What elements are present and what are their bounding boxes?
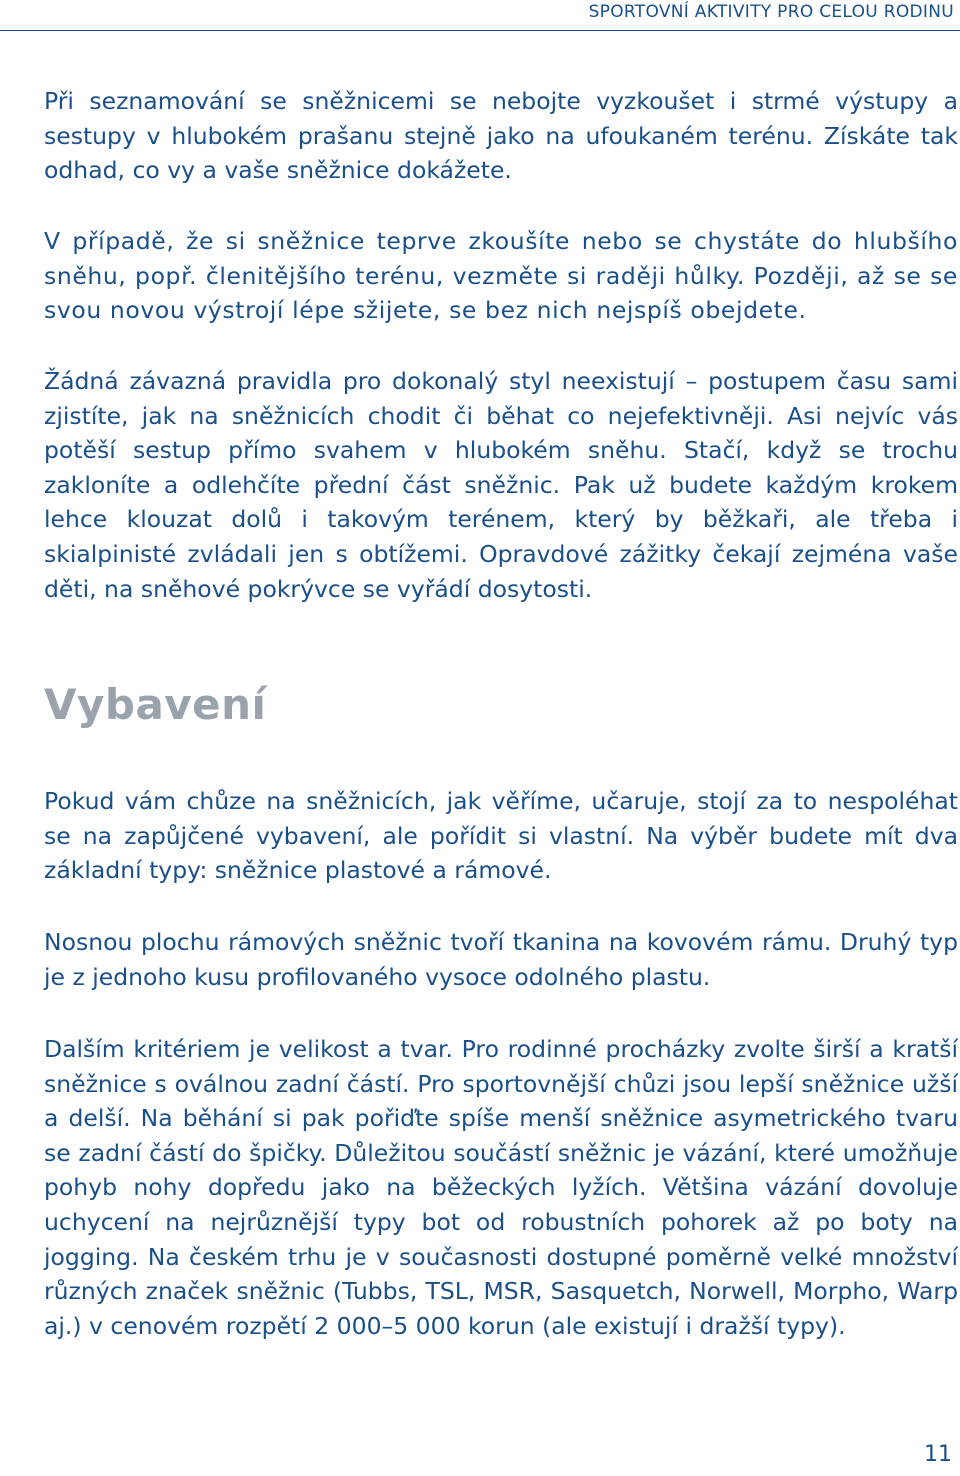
header-rule <box>0 30 960 31</box>
section-heading: Vybavení <box>44 680 267 729</box>
paragraph-snowshoe-intro: Při seznamování se sněžnicemi se nebojte vyzkoušet i strmé výstupy a sestupy v hlubokém prašanu stejně jako na ufoukaném terénu. Získáte tak odhad, co vy a vaše sněžnice dokážete. <box>44 87 958 185</box>
running-header: SPORTOVNÍ AKTIVITY PRO CELOU RODINU <box>588 2 954 22</box>
paragraph-poles: V případě, že si sněžnice teprve zkoušíte nebo se chystáte do hlubšího sněhu, popř. členitějšího terénu, vezměte si raději hůlky. Později, až se se svou novou výstrojí lépe sžijete, se bez nich nejspíš obejdete. <box>44 227 958 325</box>
paragraph-style: Žádná závazná pravidla pro dokonalý styl neexistují – postupem času sami zjistíte, jak na sněžnicích chodit či běhat co nejefektivněji. Asi nejvíc vás potěší sestup přímo svahem v hlubokém sněhu. Stačí, když se trochu zakloníte a odlehčíte přední část sněžnic. Pak už budete každým krokem lehce klouzat dolů i takovým terénem, který by běžkaři, ale třeba i skialpinisté zvládali jen s obtížemi. Opravdové zážitky čekají zejména vaše děti, na sněhové pokrývce se vyřádí dosytosti. <box>44 367 958 603</box>
page-number: 11 <box>924 1442 952 1467</box>
paragraph-own-equipment: Pokud vám chůze na sněžnicích, jak věříme, učaruje, stojí za to nespoléhat se na zapůjčené vybavení, ale pořídit si vlastní. Na výběr budete mít dva základní typy: sněžnice plastové a rámové. <box>44 787 958 885</box>
paragraph-size-shape: Dalším kritériem je velikost a tvar. Pro rodinné procházky zvolte širší a kratší sněžnice s oválnou zadní částí. Pro sportovnější chůzi jsou lepší sněžnice užší a delší. Na běhání si pak pořiďte spíše menší sněžnice asymetrického tvaru se zadní částí do špičky. Důležitou součástí sněžnic je vázání, které umožňuje pohyb nohy dopředu jako na běžeckých lyžích. Většina vázání dovoluje uchycení na nejrůznější typy bot od robustních pohorek až po boty na jogging. Na českém trhu je v současnosti dostupné poměrně velké množství různých značek sněžnic (Tubbs, TSL, MSR, Sasquetch, Norwell, Morpho, Warp aj.) v cenovém rozpětí 2 000–5 000 korun (ale existují i dražší typy). <box>44 1035 958 1340</box>
paragraph-types: Nosnou plochu rámových sněžnic tvoří tkanina na kovovém rámu. Druhý typ je z jednoho kusu profilovaného vysoce odolného plastu. <box>44 928 958 991</box>
